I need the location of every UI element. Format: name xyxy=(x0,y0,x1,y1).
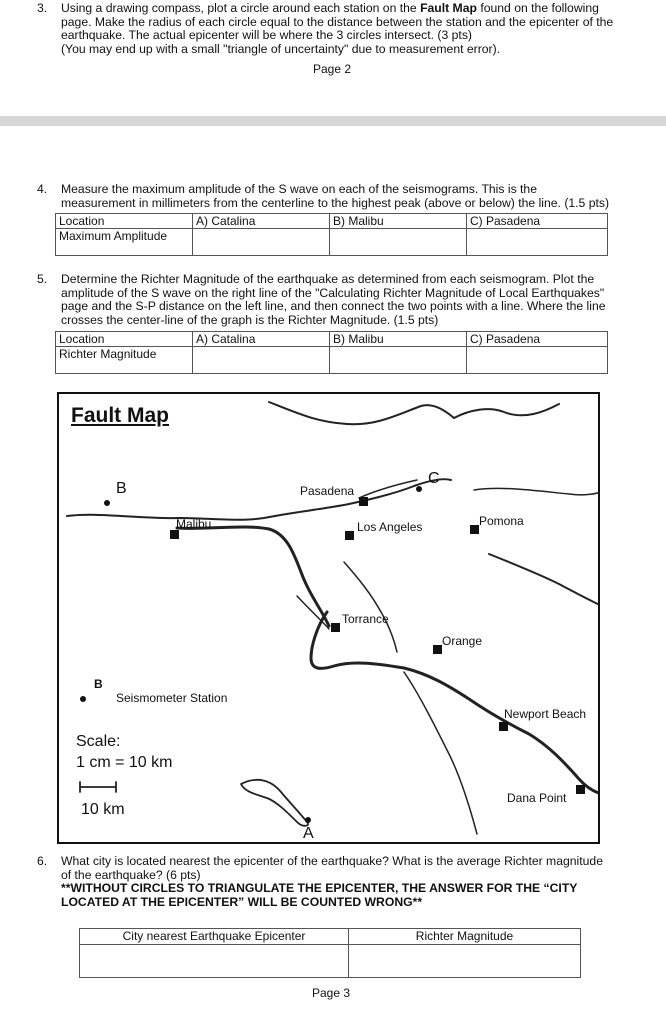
fault-line-north xyxy=(269,402,454,424)
question-3-text xyxy=(61,2,661,56)
city-marker-newport-beach xyxy=(499,722,508,731)
catalina-island xyxy=(241,780,308,826)
amp-header-malibu: B) Malibu xyxy=(330,214,467,229)
mag-header-pasadena: C) Pasadena xyxy=(467,332,608,347)
fault-line-pomona xyxy=(474,488,600,494)
q5-line1: Determine the Richter Magnitude of the earthquake as determined from each seismogram. Plot the xyxy=(61,272,595,286)
map-title: Fault Map xyxy=(71,404,169,427)
q6-line2: of the earthquake? (6 pts) xyxy=(61,867,201,882)
scale-ratio: 1 cm = 10 km xyxy=(76,754,173,771)
question-4-text xyxy=(61,183,661,210)
mag-header-malibu: B) Malibu xyxy=(330,332,467,347)
mag-cell-catalina[interactable] xyxy=(193,347,330,374)
question-5-text xyxy=(61,273,661,327)
city-marker-los-angeles xyxy=(345,531,354,540)
q6-warning-line2: LOCATED AT THE EPICENTER” WILL BE COUNTED WRONG** xyxy=(61,894,423,909)
epi-cell-city[interactable] xyxy=(80,945,349,978)
fault-line-northeast xyxy=(454,404,559,418)
mag-header-catalina: A) Catalina xyxy=(193,332,330,347)
station-c-marker xyxy=(416,486,422,492)
station-b-marker xyxy=(104,500,110,506)
fault-line-coast xyxy=(177,527,329,626)
city-marker-torrance xyxy=(331,623,340,632)
q5-line2: amplitude of the S wave on the right line of the "Calculating Richter Magnitude of Local Earthquakes" xyxy=(61,285,605,300)
amp-cell-pasadena[interactable] xyxy=(467,229,608,256)
q5-line3: page and the S-P distance on the left line, and then connect the two points with a line. Where the line xyxy=(61,299,606,314)
q5-line4: crosses the center-line of the graph is the Richter Magnitude. (1.5 pts) xyxy=(61,312,439,327)
fault-line-torrance xyxy=(297,596,329,629)
amp-header-pasadena: C) Pasadena xyxy=(467,214,608,229)
mag-header-location: Location xyxy=(56,332,193,347)
city-marker-pasadena xyxy=(359,497,368,506)
question-6-number: 6. xyxy=(37,854,48,868)
city-label-dana-point: Dana Point xyxy=(507,791,567,805)
q3-line3: earthquake. The actual epicenter will be where the 3 circles intersect. (3 pts) xyxy=(61,28,472,43)
page-number-3: Page 3 xyxy=(312,986,351,1000)
q3-line2: page. Make the radius of each circle equal to the distance between the station and the epicenter of the xyxy=(61,14,614,29)
amp-cell-malibu[interactable] xyxy=(330,229,467,256)
city-label-pomona: Pomona xyxy=(479,514,524,528)
mag-row-label: Richter Magnitude xyxy=(56,347,193,374)
station-a-label: A xyxy=(303,825,314,842)
amp-header-location: Location xyxy=(56,214,193,229)
magnitude-table xyxy=(55,331,608,374)
city-label-malibu: Malibu xyxy=(176,517,212,531)
epi-header-magnitude: Richter Magnitude xyxy=(349,929,581,945)
city-label-los-angeles: Los Angeles xyxy=(357,520,423,534)
page-number-2: Page 2 xyxy=(313,62,352,76)
q3-line1-a: Using a drawing compass, plot a circle around each station on the xyxy=(61,1,421,15)
city-label-pasadena: Pasadena xyxy=(300,484,355,498)
amplitude-table xyxy=(55,213,608,256)
q4-line1: Measure the maximum amplitude of the S wave on each of the seismograms. This is the xyxy=(61,182,537,196)
legend-label: Seismometer Station xyxy=(116,691,228,705)
q6-warning-line1: **WITHOUT CIRCLES TO TRIANGULATE THE EPICENTER, THE ANSWER FOR THE “CITY xyxy=(61,881,578,896)
mag-cell-pasadena[interactable] xyxy=(467,347,608,374)
q6-line1: What city is located nearest the epicenter of the earthquake? What is the average Richter magnitude xyxy=(61,854,603,868)
city-marker-orange xyxy=(433,645,442,654)
legend-marker-letter: B xyxy=(94,677,103,691)
amp-header-catalina: A) Catalina xyxy=(193,214,330,229)
station-c-label: C xyxy=(428,470,440,487)
city-label-torrance: Torrance xyxy=(342,612,389,626)
fault-line-los-angeles xyxy=(344,562,397,652)
city-label-newport-beach: Newport Beach xyxy=(504,707,587,721)
city-marker-pomona xyxy=(470,525,479,534)
fault-lines xyxy=(59,394,600,844)
amp-row-label: Maximum Amplitude xyxy=(56,229,193,256)
scale-bar-label: 10 km xyxy=(81,801,125,818)
q4-line2: measurement in millimeters from the centerline to the highest peak (above or below) the line. (1.5 pts) xyxy=(61,195,610,210)
fault-map xyxy=(57,392,600,844)
question-6-text xyxy=(61,855,661,909)
epicenter-table xyxy=(79,928,581,978)
q3-line4: (You may end up with a small "triangle of uncertainty" due to measurement error). xyxy=(61,41,501,56)
question-5-number: 5. xyxy=(37,272,48,286)
q3-fault-map-ref: Fault Map xyxy=(420,1,477,15)
epi-header-city: City nearest Earthquake Epicenter xyxy=(80,929,349,945)
amp-cell-catalina[interactable] xyxy=(193,229,330,256)
city-label-orange: Orange xyxy=(442,634,483,648)
scale-bar xyxy=(80,782,116,792)
mag-cell-malibu[interactable] xyxy=(330,347,467,374)
question-3-number: 3. xyxy=(37,1,48,15)
page-break xyxy=(0,116,666,126)
fault-line-east xyxy=(489,554,600,606)
epi-cell-magnitude[interactable] xyxy=(349,945,581,978)
station-b-label: B xyxy=(116,480,127,497)
scale-title: Scale: xyxy=(76,733,121,750)
city-marker-dana-point xyxy=(576,785,585,794)
city-marker-malibu xyxy=(170,530,179,539)
question-4-number: 4. xyxy=(37,182,48,196)
legend-station-dot xyxy=(80,696,86,702)
station-a-marker xyxy=(305,817,311,823)
q3-line1-b: found on the following xyxy=(476,1,599,15)
